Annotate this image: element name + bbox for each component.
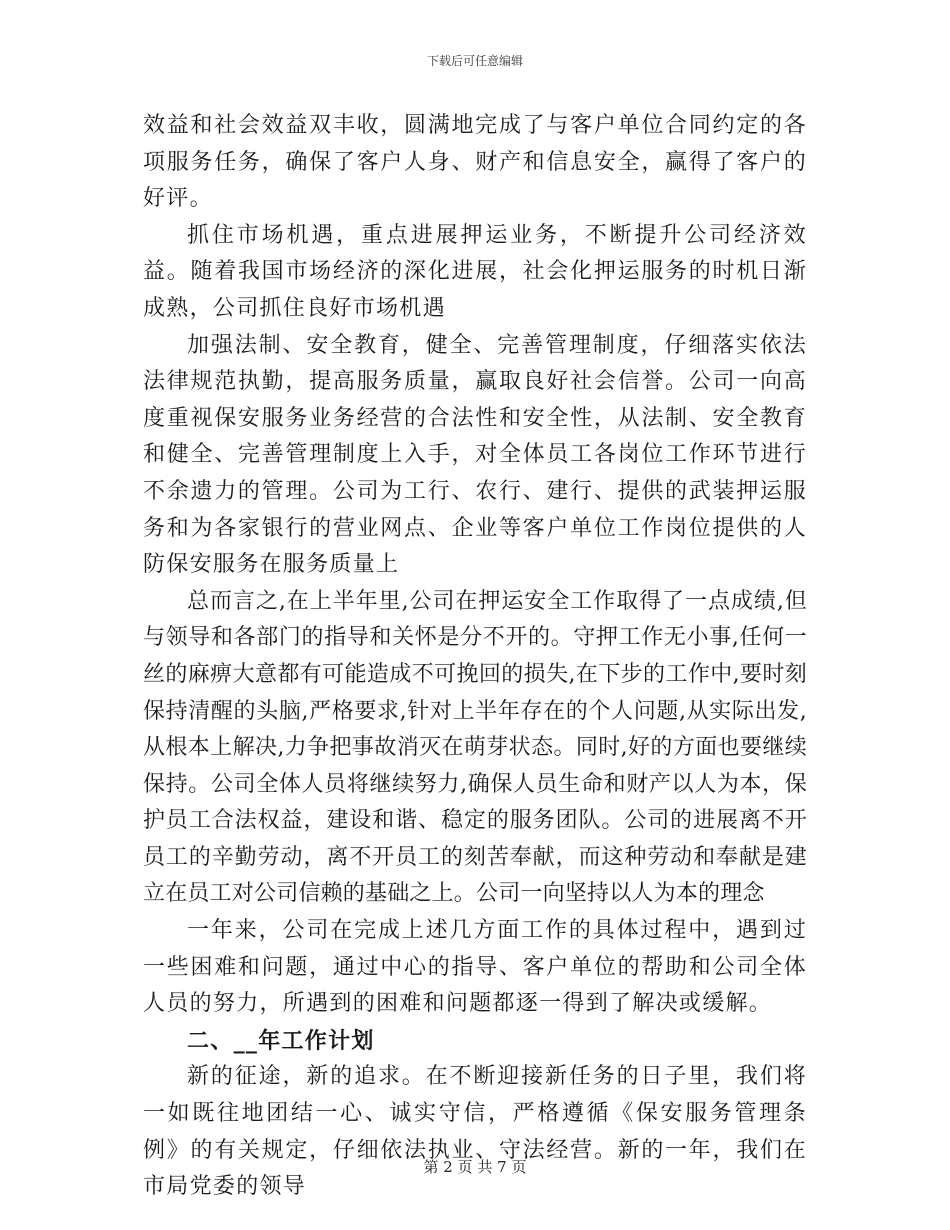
section-heading: 二、__年工作计划 [187,1027,375,1054]
page-header: 下载后可任意编辑 [426,54,523,68]
paragraph-2: 抓住市场机遇，重点进展押运业务，不断提升公司经济效益。随着我国市场经济的深化进展，社会化押运服务的时机日渐成熟，公司抓住良好市场机遇 [143,222,807,321]
paragraph-3: 加强法制、安全教育，健全、完善管理制度，仔细落实依法法律规范执勤，提高服务质量，赢取良好社会信誉。公司一向高度重视保安服务业务经营的合法性和安全性，从法制、安全教育和健全、完善管理制度上入手，对全体员工各岗位工作环节进行不余遗力的管理。公司为工行、农行、建行、提供的武装押运服务和为各家银行的营业网点、企业等客户单位工作岗位提供的人防保安服务在服务质量上 [143,332,807,578]
paragraph-5: 一年来，公司在完成上述几方面工作的具体过程中，遇到过一些困难和问题，通过中心的指导、客户单位的帮助和公司全体人员的努力，所遇到的困难和问题都逐一得到了解决或缓解。 [143,918,807,1017]
paragraph-6: 新的征途，新的追求。在不断迎接新任务的日子里，我们将一如既往地团结一心、诚实守信，严格遵循《保安服务管理条例》的有关规定，仔细依法执业、守法经营。新的一年，我们在市局党委的领导 [143,1064,807,1200]
paragraph-1: 效益和社会效益双丰收，圆满地完成了与客户单位合同约定的各项服务任务，确保了客户人身、财产和信息安全，赢得了客户的好评。 [143,113,807,212]
document-body [143,108,807,1206]
page-number: 第 2 页 共 7 页 [423,1158,527,1176]
paragraph-4: 总而言之,在上半年里,公司在押运安全工作取得了一点成绩,但与领导和各部门的指导和关怀是分不开的。守押工作无小事,任何一丝的麻痹大意都有可能造成不可挽回的损失,在下步的工作中,要时刻保持清醒的头脑,严格要求,针对上半年存在的个人问题,从实际出发,从根本上解决,力争把事故消灭在萌芽状态。同时,好的方面也要继续保持。公司全体人员将继续努力,确保人员生命和财产以人为本，保护员工合法权益，建设和谐、稳定的服务团队。公司的进展离不开员工的辛勤劳动，离不开员工的刻苦奉献，而这种劳动和奉献是建立在员工对公司信赖的基础之上。公司一向坚持以人为本的理念 [143,588,807,907]
